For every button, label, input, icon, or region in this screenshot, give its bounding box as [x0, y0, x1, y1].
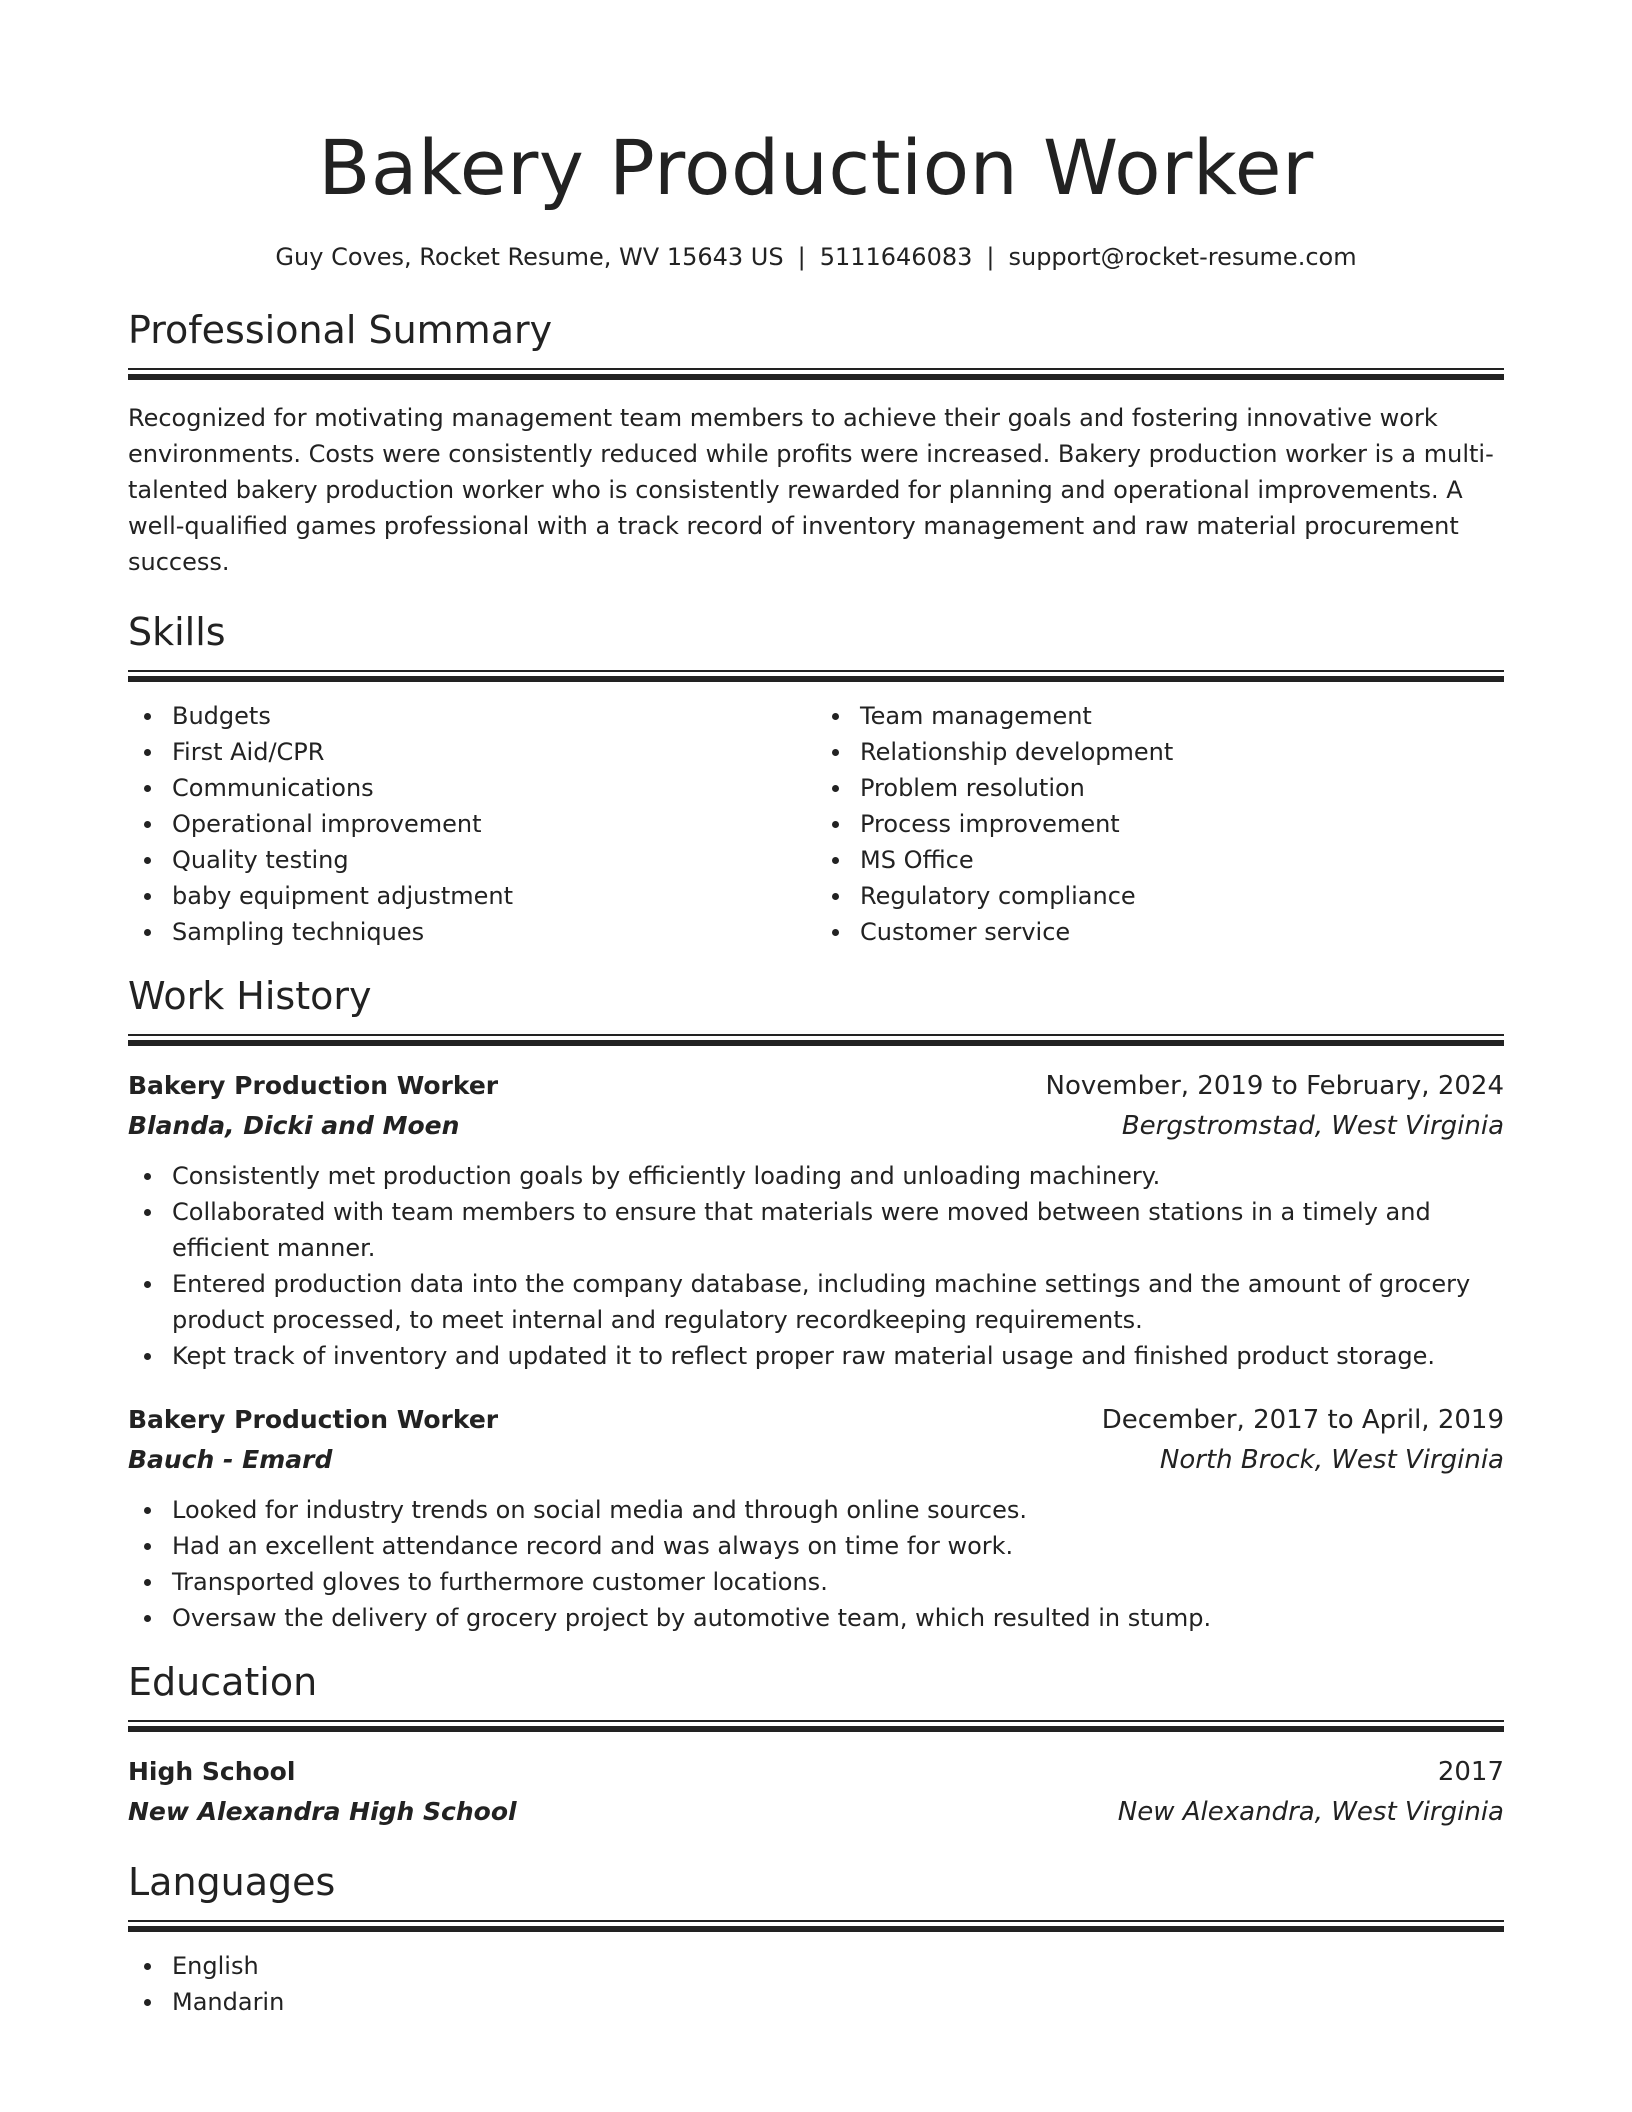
- job-bullets: [128, 1158, 1504, 1374]
- education-heading: Education: [128, 1660, 318, 1704]
- skill-item: MS Office: [816, 842, 1504, 878]
- languages-heading: Languages: [128, 1860, 336, 1904]
- skill-item: Sampling techniques: [128, 914, 816, 950]
- job-company: Blanda, Dicki and Moen: [128, 1111, 460, 1140]
- skill-item: Process improvement: [816, 806, 1504, 842]
- education-degree: High School: [128, 1757, 296, 1786]
- job-company: Bauch - Emard: [128, 1445, 333, 1474]
- skill-item: Communications: [128, 770, 816, 806]
- language-item: English: [128, 1948, 1504, 1984]
- language-item: Mandarin: [128, 1984, 1504, 2020]
- skills-column-left: [128, 698, 816, 950]
- work-history-heading: Work History: [128, 974, 372, 1018]
- education-location: New Alexandra, West Virginia: [1117, 1797, 1504, 1827]
- contact-separator: |: [986, 243, 995, 271]
- languages-section: [128, 1856, 1504, 2020]
- job-bullet: Had an excellent attendance record and was always on time for work.: [128, 1528, 1504, 1564]
- skill-item: Operational improvement: [128, 806, 816, 842]
- job-location: North Brock, West Virginia: [1159, 1445, 1504, 1475]
- job-bullet: Transported gloves to furthermore customer locations.: [128, 1564, 1504, 1600]
- job-entry: [128, 1066, 1504, 1374]
- skill-item: Customer service: [816, 914, 1504, 950]
- skill-item: baby equipment adjustment: [128, 878, 816, 914]
- contact-separator: |: [797, 243, 806, 271]
- skills-column-right: [816, 698, 1504, 950]
- languages-list: [128, 1948, 1504, 2020]
- job-bullet: Looked for industry trends on social media and through online sources.: [128, 1492, 1504, 1528]
- summary-section: [128, 304, 1504, 580]
- section-divider: [128, 1034, 1504, 1046]
- summary-text: Recognized for motivating management team members to achieve their goals and fostering innovative work environments. Costs were consistently reduced while profits were increased. Bakery production worker is a multi-talented bakery production worker who is consistently rewarded for planning and operational improvements. A well-qualified games professional with a track record of inventory management and raw material procurement success.: [128, 404, 1494, 576]
- section-divider: [128, 1920, 1504, 1932]
- job-bullet: Consistently met production goals by efficiently loading and unloading machinery.: [128, 1158, 1504, 1194]
- job-bullet: Collaborated with team members to ensure that materials were moved between stations in a timely and efficient manner.: [128, 1194, 1504, 1266]
- education-entry: [128, 1752, 1504, 1832]
- contact-line: [128, 240, 1504, 274]
- contact-address: Guy Coves, Rocket Resume, WV 15643 US: [275, 243, 784, 271]
- job-company-row: [128, 1440, 1504, 1480]
- education-school: New Alexandra High School: [128, 1797, 517, 1826]
- job-title: Bakery Production Worker: [128, 1071, 499, 1100]
- education-header-row: [128, 1752, 1504, 1792]
- skills-section: [128, 606, 1504, 950]
- education-section: [128, 1656, 1504, 1832]
- job-title: Bakery Production Worker: [128, 1405, 499, 1434]
- education-year: 2017: [1437, 1757, 1504, 1787]
- contact-email: support@rocket-resume.com: [1008, 243, 1357, 271]
- job-entry: [128, 1400, 1504, 1636]
- job-company-row: [128, 1106, 1504, 1146]
- skill-item: Quality testing: [128, 842, 816, 878]
- skill-item: Team management: [816, 698, 1504, 734]
- section-divider: [128, 1720, 1504, 1732]
- job-bullets: [128, 1492, 1504, 1636]
- skill-item: Budgets: [128, 698, 816, 734]
- skill-item: Relationship development: [816, 734, 1504, 770]
- job-header-row: [128, 1066, 1504, 1106]
- job-dates: December, 2017 to April, 2019: [1101, 1405, 1504, 1435]
- skill-item: Regulatory compliance: [816, 878, 1504, 914]
- job-bullet: Kept track of inventory and updated it to reflect proper raw material usage and finished product storage.: [128, 1338, 1504, 1374]
- education-school-row: [128, 1792, 1504, 1832]
- job-header-row: [128, 1400, 1504, 1440]
- section-divider: [128, 368, 1504, 380]
- work-history-section: [128, 970, 1504, 1636]
- job-location: Bergstromstad, West Virginia: [1121, 1111, 1504, 1141]
- skills-heading: Skills: [128, 610, 226, 654]
- summary-heading: Professional Summary: [128, 308, 553, 352]
- job-bullet: Entered production data into the company database, including machine settings and the amount of grocery product processed, to meet internal and regulatory recordkeeping requirements.: [128, 1266, 1504, 1338]
- skill-item: First Aid/CPR: [128, 734, 816, 770]
- resume-name: Bakery Production Worker: [318, 123, 1314, 212]
- job-dates: November, 2019 to February, 2024: [1045, 1071, 1504, 1101]
- job-bullet: Oversaw the delivery of grocery project by automotive team, which resulted in stump.: [128, 1600, 1504, 1636]
- skills-grid: [128, 698, 1504, 950]
- section-divider: [128, 670, 1504, 682]
- skill-item: Problem resolution: [816, 770, 1504, 806]
- contact-phone: 5111646083: [819, 243, 973, 271]
